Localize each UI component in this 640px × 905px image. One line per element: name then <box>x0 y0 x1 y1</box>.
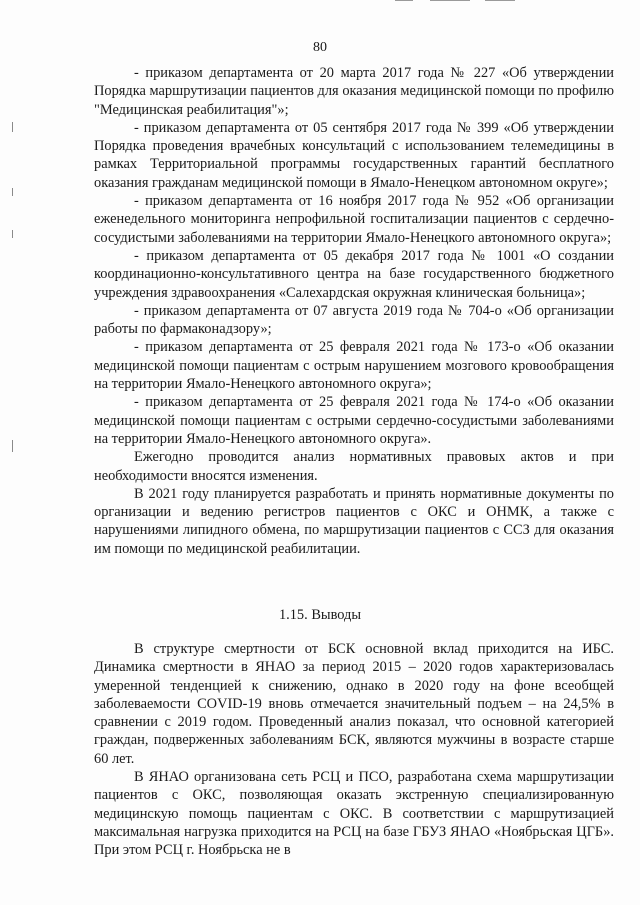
order-list <box>94 64 614 558</box>
scan-margin-mark <box>12 230 13 238</box>
paragraph-order-399: - приказом департамента от 05 сентября 2017 года № 399 «Об утверждении Порядка проведения врачебных консультаций с использованием телемедицины в рамках Территориальной программы государственных гарантий бесплатного оказания гражданам медицинской помощи в Ямало-Ненецком автономном округе»; <box>94 119 614 191</box>
paragraph-order-1001: - приказом департамента от 05 декабря 2017 года № 1001 «О создании координационно-консультативного центра на базе государственного бюджетного учреждения здравоохранения «Салехардская окружная клиническая больница»; <box>94 247 614 301</box>
paragraph-mortality: В структуре смертности от БСК основной вклад приходится на ИБС. Динамика смертности в ЯНАО за период 2015 – 2020 годов характеризовалась умеренной тенденцией к снижению, однако в 2020 году на фоне всеобщей заболеваемости COVID-19 вновь отмечается значительный подъем – на 24,5% в сравнении с 2019 годом. Проведенный анализ показал, что основной категорией граждан, подверженных заболеваниям БСК, являются мужчины в возрасте старше 60 лет. <box>94 641 614 767</box>
section-heading: 1.15. Выводы <box>278 607 362 623</box>
scan-edge-mark <box>430 0 470 1</box>
conclusions-block <box>94 640 614 860</box>
page-number: 80 <box>313 40 327 55</box>
paragraph-order-704: - приказом департамента от 07 августа 2019 года № 704-о «Об организации работы по фармаконадзору»; <box>94 302 614 338</box>
scan-margin-mark <box>12 122 13 132</box>
scan-edge-mark <box>485 0 515 1</box>
scan-edge-mark <box>395 0 413 1</box>
paragraph-order-174: - приказом департамента от 25 февраля 2021 года № 174-о «Об оказании медицинской помощи пациентам с острыми сердечно-сосудистыми заболеваниями на территории Ямало-Ненецкого автономного округа». <box>94 394 614 447</box>
paragraph-routing: В ЯНАО организована сеть РСЦ и ПСО, разработана схема маршрутизации пациентов с ОКС, позволяющая оказать экстренную специализированную медицинскую помощь пациентам с ОКС. В соответствии с маршрутизацией максимальная нагрузка приходится на РСЦ на базе ГБУЗ ЯНАО «Ноябрьская ЦГБ». При этом РСЦ г. Ноябрьска не в <box>94 769 614 859</box>
paragraph-order-173: - приказом департамента от 25 февраля 2021 года № 173-о «Об оказании медицинской помощи пациентам с острым нарушением мозгового кровообращения на территории Ямало-Ненецкого автономного округа»; <box>94 339 614 393</box>
paragraph-order-227: - приказом департамента от 20 марта 2017 года № 227 «Об утверждении Порядка маршрутизации пациентов для оказания медицинской помощи по профилю "Медицинская реабилитация"»; <box>94 65 614 118</box>
paragraph-plans-2021: В 2021 году планируется разработать и принять нормативные документы по организации и ведению регистров пациентов с ОКС и ОНМК, а также с нарушениями липидного обмена, по маршрутизации пациентов с ССЗ для оказания им помощи по медицинской реабилитации. <box>94 485 614 557</box>
paragraph-order-952: - приказом департамента от 16 ноября 2017 года № 952 «Об организации еженедельного мониторинга непрофильной госпитализации пациентов с сердечно-сосудистыми заболеваниями на территории Ямало-Ненецкого автономного округа»; <box>94 193 614 246</box>
paragraph-annual-analysis: Ежегодно проводится анализ нормативных правовых актов и при необходимости вносятся изменения. <box>94 449 614 484</box>
scan-margin-mark <box>12 188 13 196</box>
scan-margin-mark <box>12 440 13 452</box>
